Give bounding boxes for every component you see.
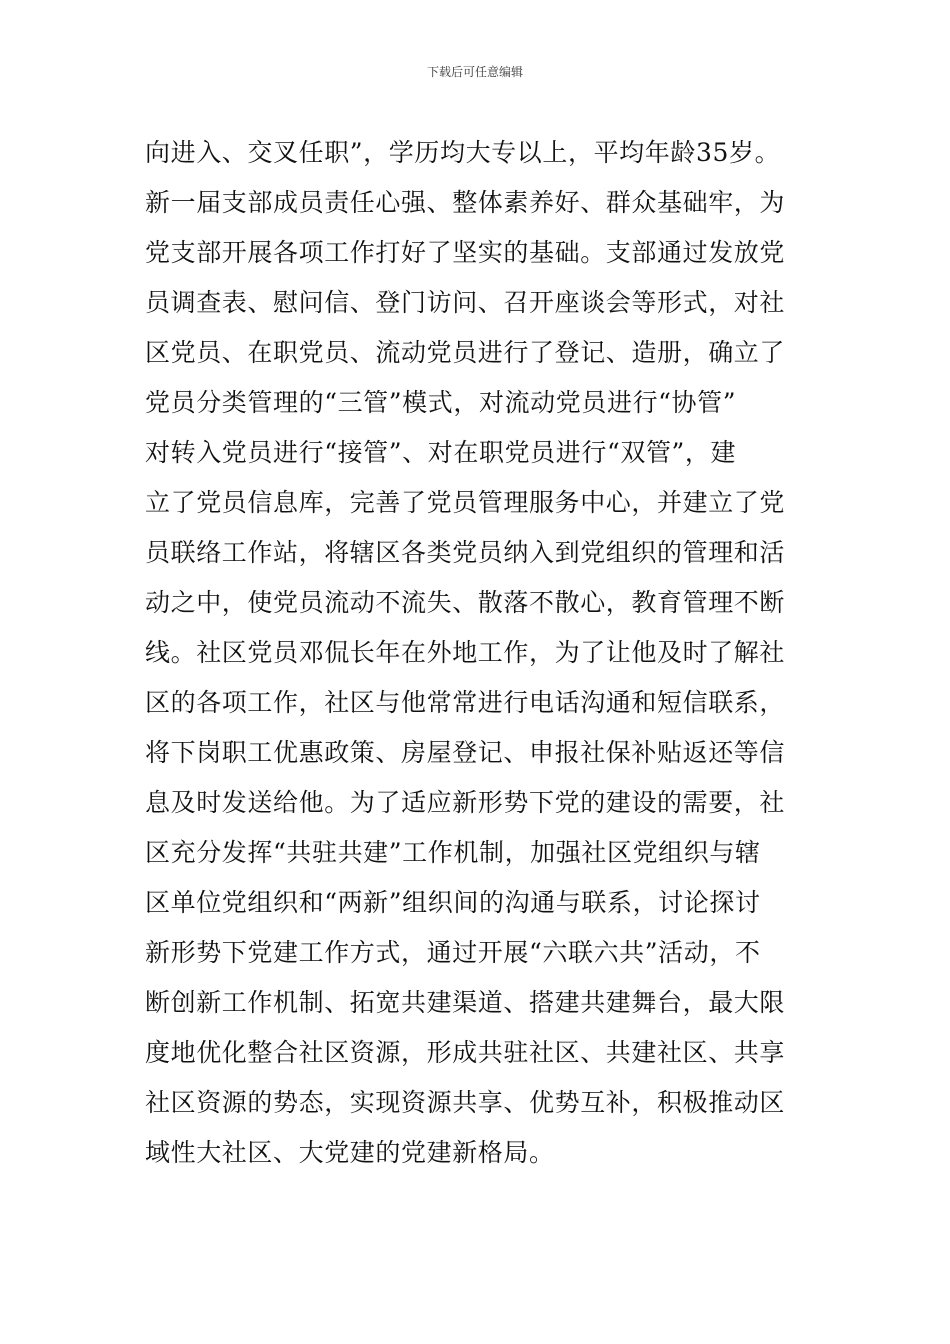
text-line: 党员分类管理的“三管”模式，对流动党员进行“协管”: [145, 388, 737, 417]
text-line: 息及时发送给他。为了适应新形势下党的建设的需要，社: [145, 788, 786, 817]
text-line: 域性大社区、大党建的党建新格局。: [145, 1138, 555, 1167]
text-line: 区党员、在职党员、流动党员进行了登记、造册，确立了: [145, 338, 786, 367]
text-line: 新形势下党建工作方式，通过开展“六联六共”活动，不: [145, 938, 761, 967]
page-header: 下载后可任意编辑: [426, 65, 523, 79]
text-line: 员调查表、慰问信、登门访问、召开座谈会等形式，对社: [145, 288, 786, 317]
text-line: 线。社区党员邓侃长年在外地工作，为了让他及时了解社: [145, 638, 786, 667]
text-line: 社区资源的势态，实现资源共享、优势互补，积极推动区: [145, 1088, 786, 1117]
text-line: 区单位党组织和“两新”组织间的沟通与联系，讨论探讨: [145, 888, 761, 917]
text-line: 党支部开展各项工作打好了坚实的基础。支部通过发放党: [145, 238, 786, 267]
text-line: 断创新工作机制、拓宽共建渠道、搭建共建舞台，最大限: [145, 988, 786, 1017]
text-line: 员联络工作站，将辖区各类党员纳入到党组织的管理和活: [145, 538, 786, 567]
text-line: 将下岗职工优惠政策、房屋登记、申报社保补贴返还等信: [145, 738, 786, 767]
text-line: 区充分发挥“共驻共建”工作机制，加强社区党组织与辖: [145, 838, 761, 867]
text-line: 动之中，使党员流动不流失、散落不散心，教育管理不断: [145, 588, 786, 617]
text-line: 向进入、交叉任职”，学历均大专以上，平均年龄35岁。: [145, 138, 781, 167]
text-line: 度地优化整合社区资源，形成共驻社区、共建社区、共享: [145, 1038, 786, 1067]
text-line: 区的各项工作，社区与他常常进行电话沟通和短信联系，: [145, 688, 786, 717]
text-line: 立了党员信息库，完善了党员管理服务中心，并建立了党: [145, 488, 786, 517]
text-line: 新一届支部成员责任心强、整体素养好、群众基础牢，为: [145, 188, 786, 217]
text-line: 对转入党员进行“接管”、对在职党员进行“双管”，建: [145, 438, 737, 467]
document-body: [145, 128, 810, 1178]
